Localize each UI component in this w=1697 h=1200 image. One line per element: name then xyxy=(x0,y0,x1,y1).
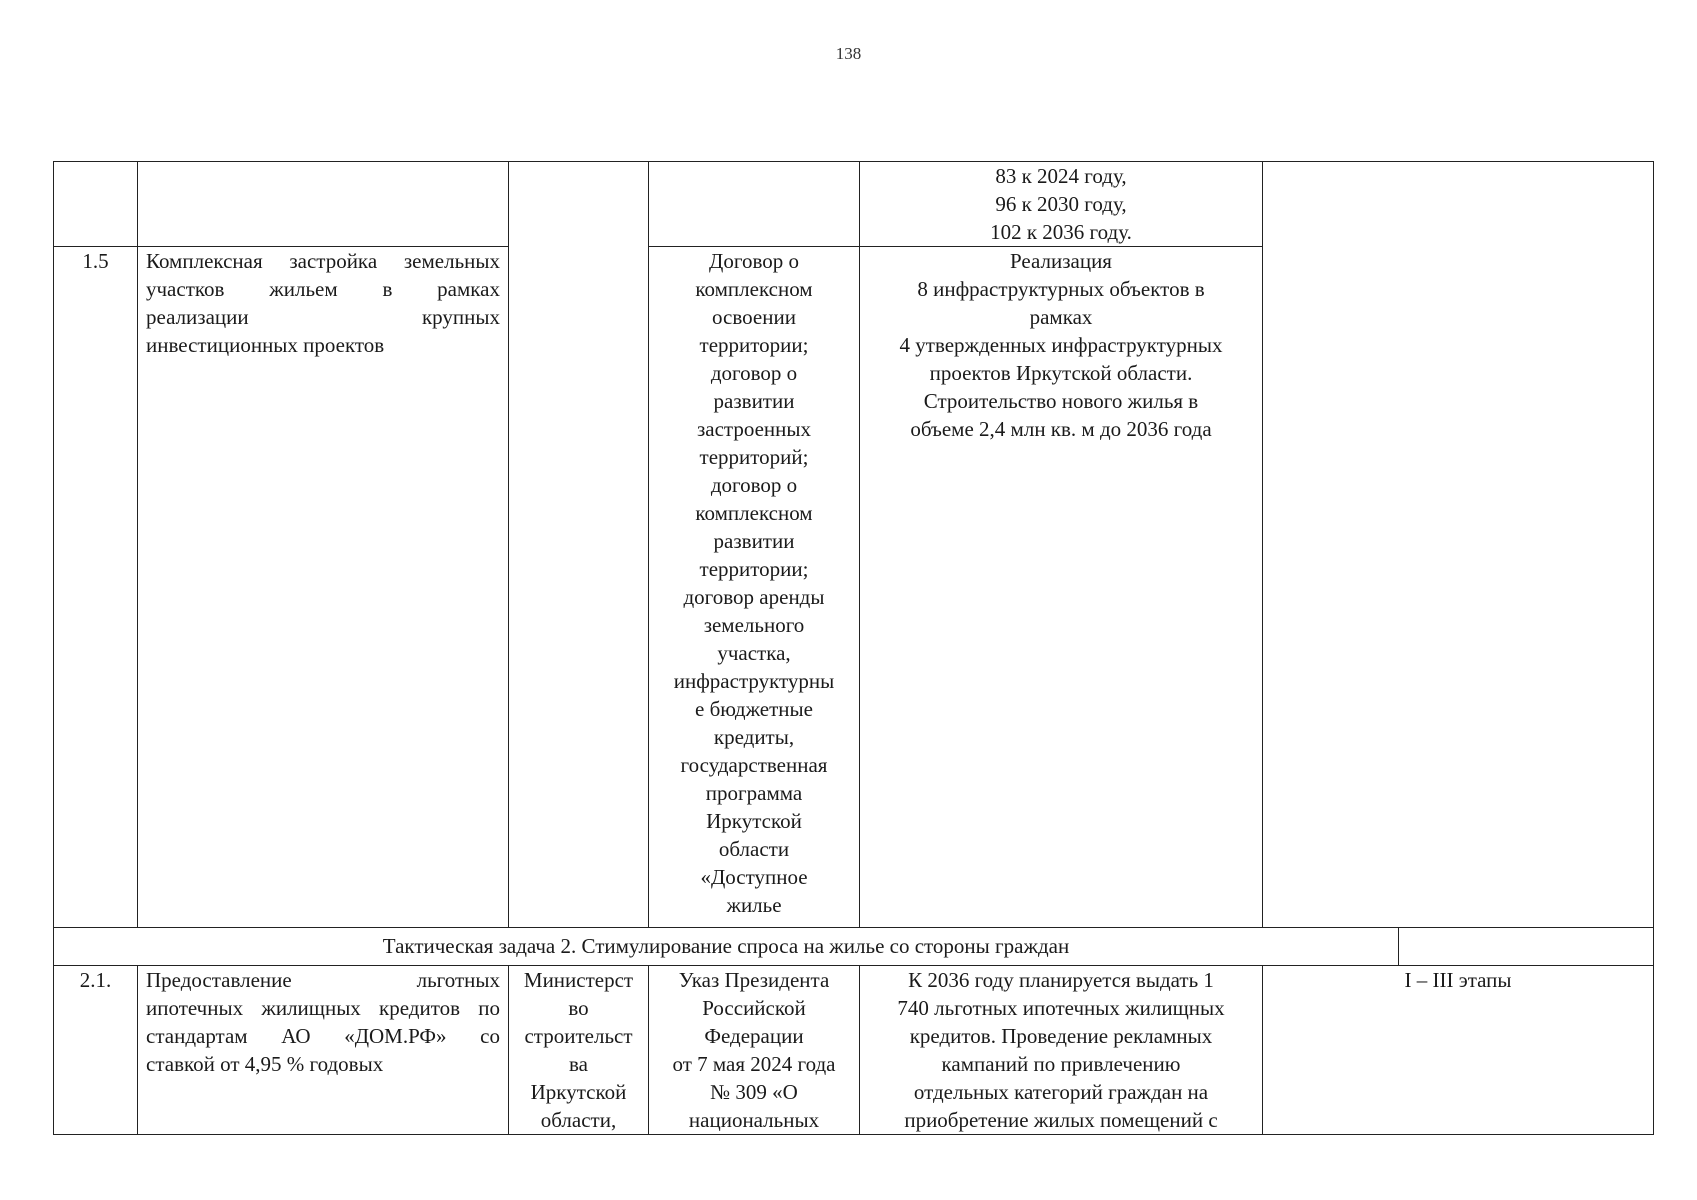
section-title: Тактическая задача 2. Стимулирование спроса на жилье со стороны граждан xyxy=(54,928,1399,966)
measure-line: ипотечных жилищных кредитов по xyxy=(146,996,500,1020)
responsible-text: Министерст во строительст ва Иркутской области, xyxy=(509,966,649,1135)
measures-table xyxy=(53,161,1654,1135)
section-empty-cell xyxy=(1399,928,1654,966)
row-number: 1.5 xyxy=(54,247,138,928)
page-number: 138 xyxy=(835,44,862,63)
section-row xyxy=(54,928,1654,966)
measure-line: реализации крупных xyxy=(146,305,500,329)
result-text: К 2036 году планируется выдать 1 740 льготных ипотечных жилищных кредитов. Проведение рекламных кампаний по привлечению отдельных категорий граждан на приобретение жилых помещений с xyxy=(860,966,1263,1135)
measure-text xyxy=(138,247,509,928)
cell-responsible-merged xyxy=(509,162,649,928)
cell-measure xyxy=(138,162,509,247)
cell-stages-merged xyxy=(1263,162,1654,928)
measure-line: Предоставление льготных xyxy=(146,968,500,992)
mechanism-text: Указ Президента Российской Федерации от 7 мая 2024 года № 309 «О национальных xyxy=(649,966,860,1135)
stages-text: I – III этапы xyxy=(1263,966,1654,1135)
measure-line: стандартам АО «ДОМ.РФ» со xyxy=(146,1024,500,1048)
cell-result: 83 к 2024 году, 96 к 2030 году, 102 к 2036 году. xyxy=(860,162,1263,247)
table-row-2-1 xyxy=(54,966,1654,1135)
mechanism-text: Договор о комплексном освоении территории; договор о развитии застроенных территорий; договор о комплексном развитии территории; договор аренды земельного участка, инфраструктурны е бюджетные кредиты, государственная программа Иркутской области «Доступное жилье xyxy=(649,247,860,928)
measure-line: участков жильем в рамках xyxy=(146,277,500,301)
cell-number xyxy=(54,162,138,247)
result-text: Реализация 8 инфраструктурных объектов в рамках 4 утвержденных инфраструктурных проектов Иркутской области. Строительство нового жилья в объеме 2,4 млн кв. м до 2036 года xyxy=(860,247,1263,928)
cell-mechanism xyxy=(649,162,860,247)
row-number: 2.1. xyxy=(54,966,138,1135)
measure-line: инвестиционных проектов xyxy=(146,333,385,357)
measure-line: ставкой от 4,95 % годовых xyxy=(146,1052,384,1076)
measure-line: Комплексная застройка земельных xyxy=(146,249,500,273)
table-row-continuation xyxy=(54,162,1654,247)
measure-text xyxy=(138,966,509,1135)
